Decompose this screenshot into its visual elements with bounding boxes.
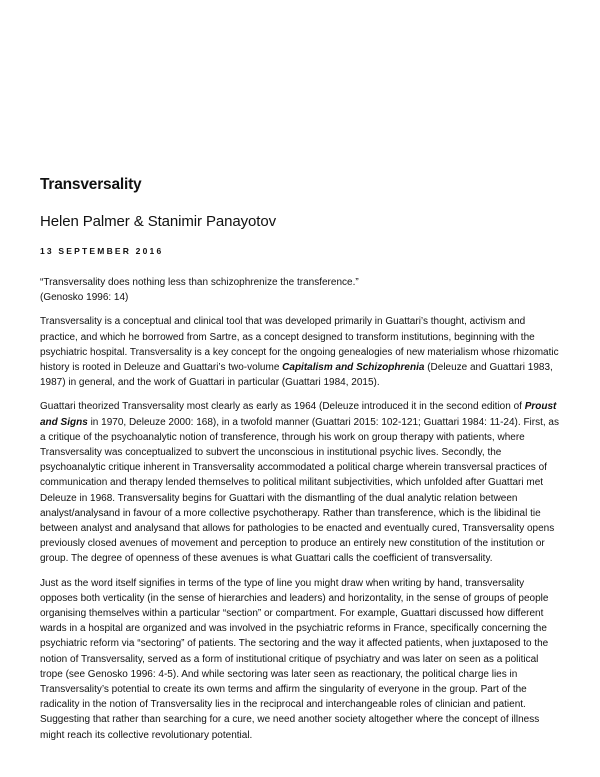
paragraph-1: [40, 314, 562, 390]
book-title-capitalism-and-schizophrenia: Capitalism and Schizophrenia: [282, 362, 425, 374]
epigraph-text: “Transversality does nothing less than schizophrenize the transference.”: [40, 277, 359, 288]
book-title-proust-and-signs: Proust and Signs: [40, 401, 557, 428]
paragraph-1-text: Transversality is a conceptual and clinical tool that was developed primarily in Guattari’s thought, activism and practice, and which he borrowed from Sartre, as a concept designed to transform institutions, beginning with the psychiatric hospital. Transversality is a key concept for the ongoing genealogies of new materialism whose rhizomatic history is rooted in Deleuze and Guattari’s two-volume: [40, 316, 559, 374]
paragraph-2-text-end: in 1970, Deleuze 2000: 168), in a twofold manner (Guattari 2015: 102-121; Guattari 1984: 11-24). First, as a critique of the psychoanalytic notion of transference, through his work on group therapy with patients, where Transversality was conceptualized to subvert the unconscious in institutional psychic lives. Secondly, the psychoanalytic critique inherent in Transversality accommodated a political charge wherein transversal practices of communication and therapy lended themselves to political militant subjectivities, which unfolded after Guattari met Deleuze in 1968. Transversality begins for Guattari with the dismantling of the dual analytic relation between analyst/analysand in favour of a more collective psychotherapy. Rather than transference, which is the libidinal tie between analyst and analysand that allows for pathologies to be enacted and eventually cured, Transversality opens previously closed avenues of movement and perception to produce an entirely new constitution of the institution or group. The degree of openness of these avenues is what Guattari calls the coefficient of transversality.: [40, 416, 559, 565]
article: [40, 176, 562, 752]
paragraph-3: Just as the word itself signifies in terms of the type of line you might draw when writing by hand, transversality opposes both verticality (in the sense of hierarchies and leaders) and horizontality, in the sense of groups of people organising themselves within a particular “section” or compartment. For example, Guattari discussed how different wards in a hospital are organized and was involved in the psychiatric reforms in France, specifically concerning the psychiatric reform via “sectoring” of patients. The sectoring and the way it affected patients, when juxtaposed to the notion of Transversality, served as a form of institutional critique of psychiatry and was later on seen as a political trope (see Genosko 1996: 4-5). And while sectoring was later seen as reactionary, the political charge lies in Transversality’s potential to create its own terms and affirm the singularity of everyone in the group. Part of the radicality in the notion of Transversality lies in the reciprocal and interchangeable roles of clinician and patient. Suggesting that rather than searching for a cure, we need another society altogether where the concept of illness might reach its collective revolutionary potential.: [40, 577, 549, 741]
article-authors: Helen Palmer & Stanimir Panayotov: [40, 213, 276, 230]
epigraph-citation: (Genosko 1996: 14): [40, 292, 129, 304]
paragraph-1-text-end: (Deleuze and Guattari 1983, 1987) in general, and the work of Guattari in particular (Guattari 1984, 2015).: [40, 362, 553, 389]
paragraph-2-text: Guattari theorized Transversality most clearly as early as 1964 (Deleuze introduced it in the second edition of: [40, 401, 525, 413]
article-title: Transversality: [40, 176, 142, 193]
article-body: [40, 275, 562, 743]
publication-date: 13 SEPTEMBER 2016: [40, 246, 164, 256]
epigraph: [40, 275, 562, 305]
paragraph-2: [40, 399, 562, 566]
